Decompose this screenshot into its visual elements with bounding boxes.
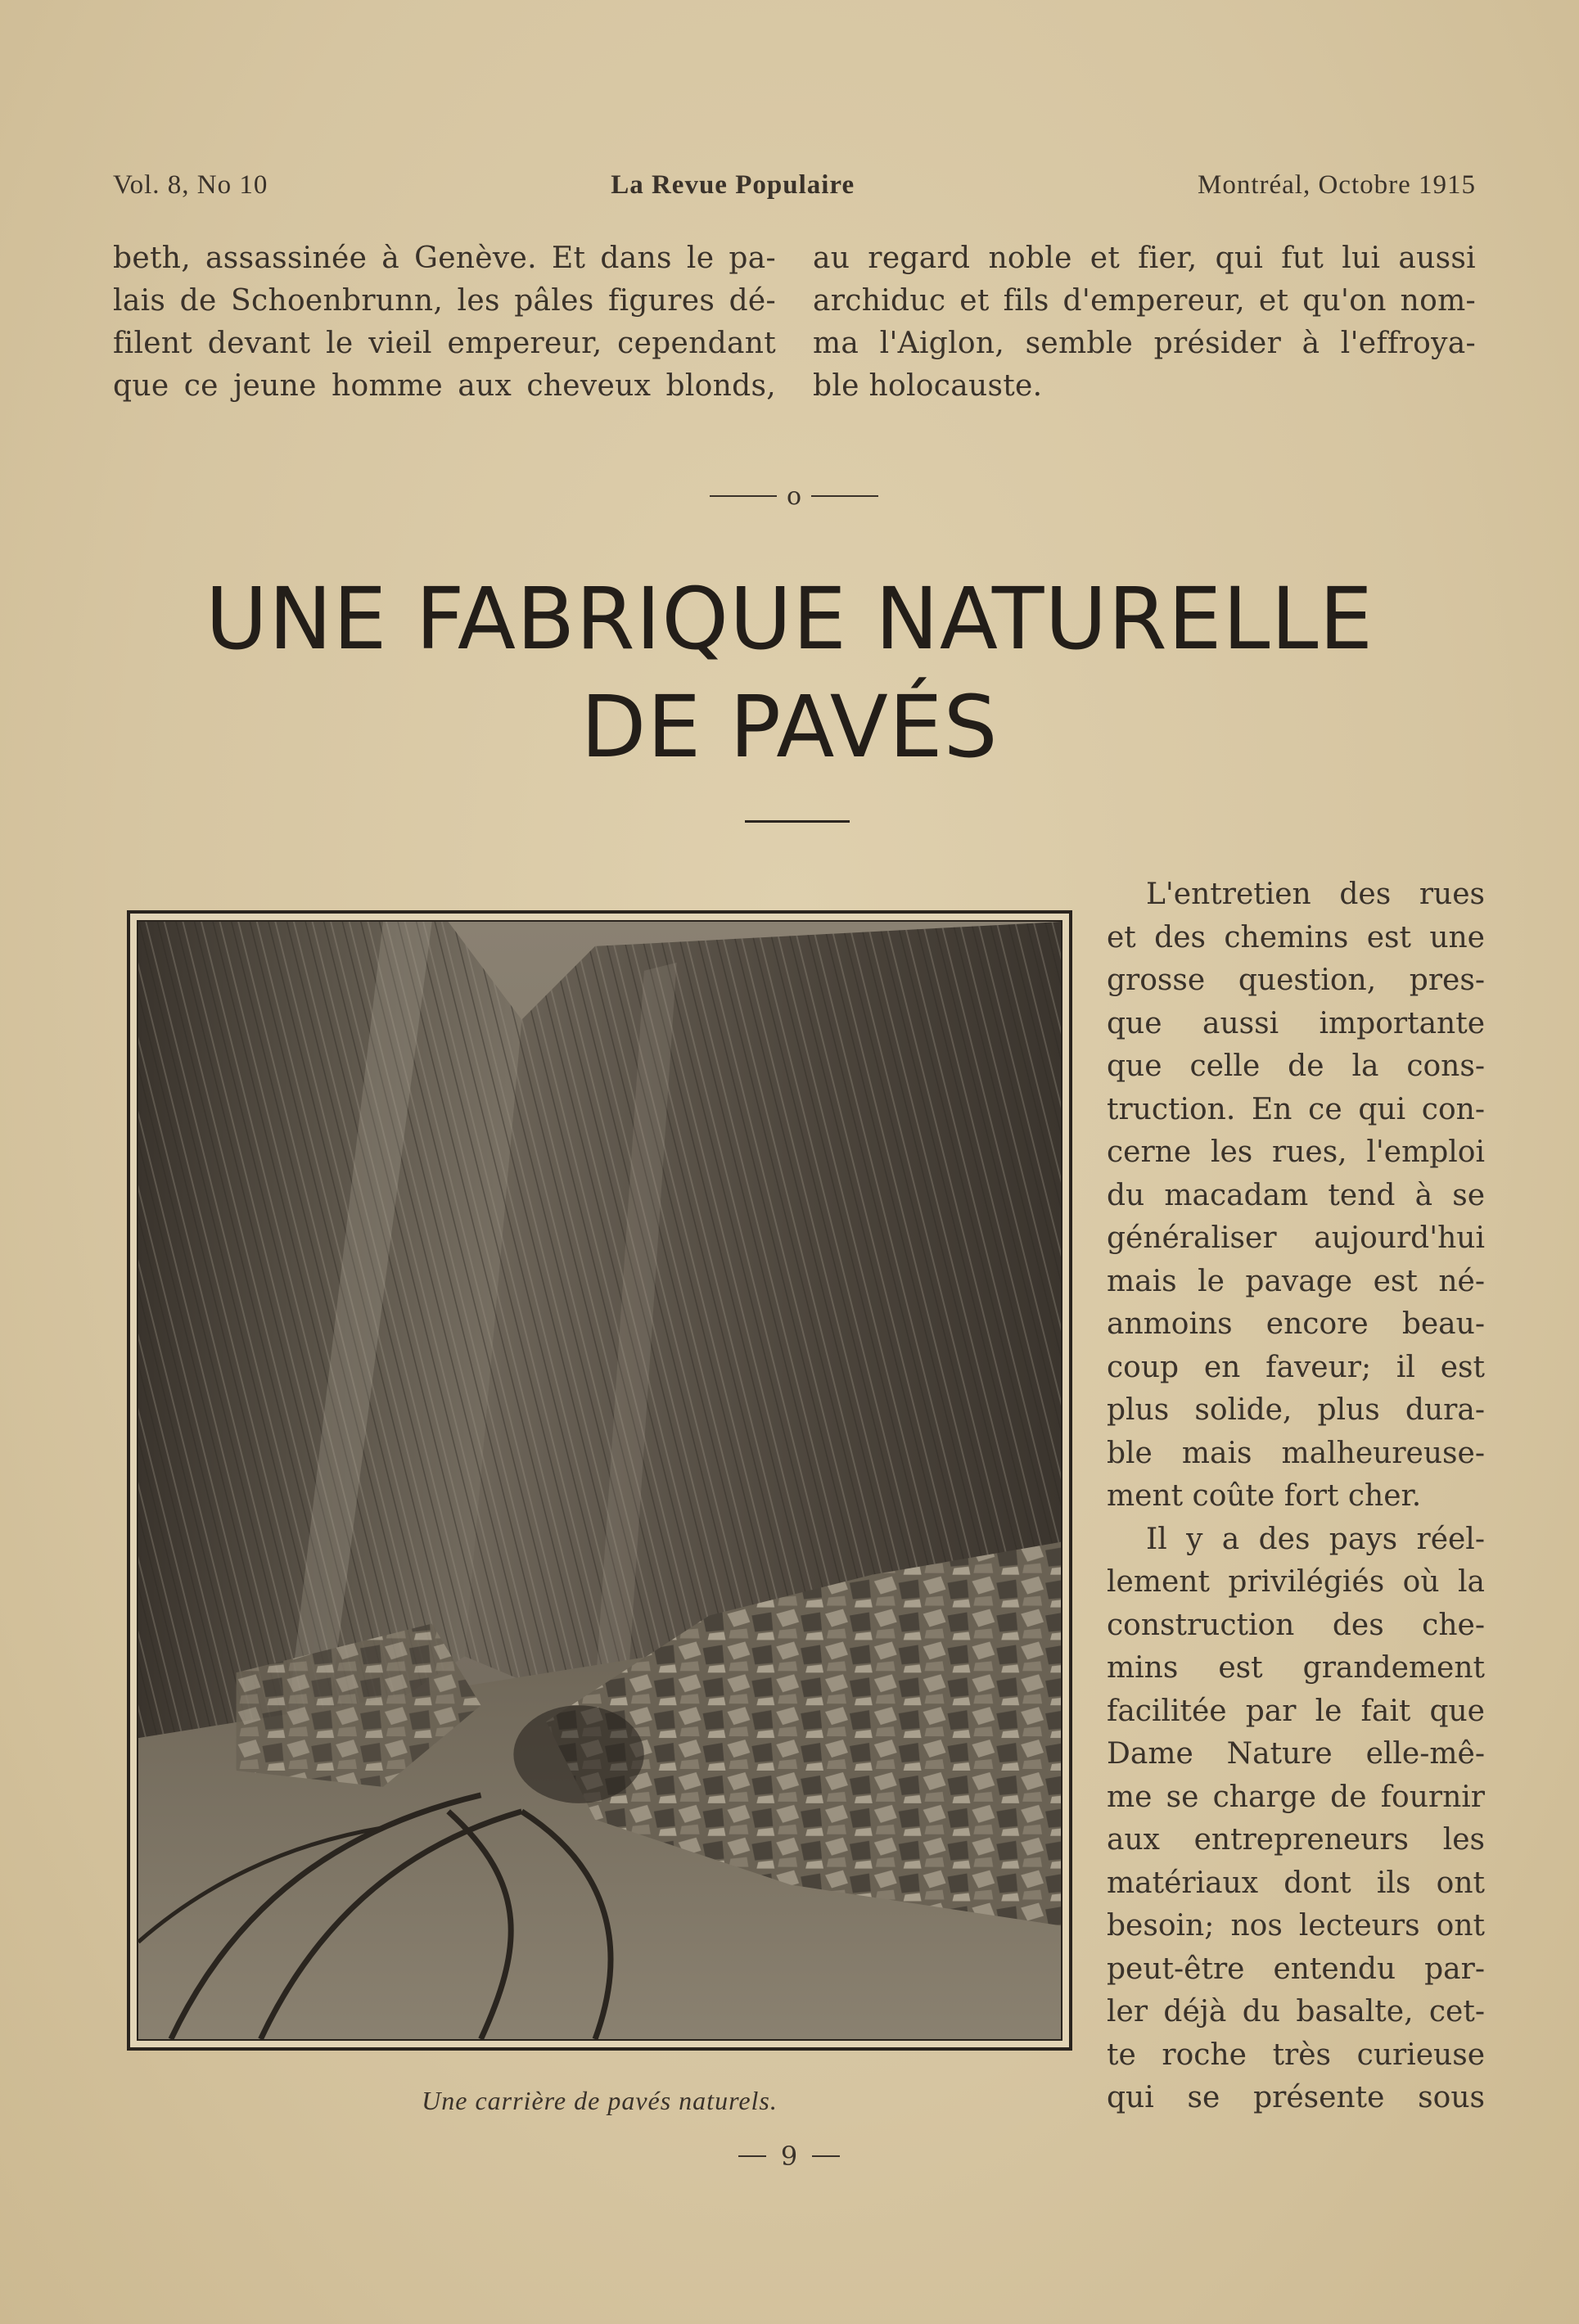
body-line: ment coûte fort cher. bbox=[1107, 1479, 1422, 1513]
body-line: matériaux dont ils ont bbox=[1107, 1866, 1485, 1900]
text-line: lais de Schoenbrunn, les pâles figures dé- bbox=[113, 284, 776, 318]
article-title bbox=[82, 565, 1497, 781]
body-line: Il y a des pays réel- bbox=[1146, 1522, 1485, 1556]
text-line: ble holocauste. bbox=[813, 369, 1043, 403]
body-line: qui se présente sous bbox=[1107, 2081, 1485, 2114]
text-line: au regard noble et fier, qui fut lui aussi bbox=[813, 241, 1476, 275]
page-number-value: 9 bbox=[780, 2141, 798, 2172]
body-line: coup en faveur; il est bbox=[1107, 1350, 1485, 1384]
body-line: ler déjà du basalte, cet- bbox=[1107, 1995, 1485, 2028]
figure-caption: Une carrière de pavés naturels. bbox=[422, 2086, 778, 2115]
body-line: aux entrepreneurs les bbox=[1107, 1823, 1485, 1857]
body-line: anmoins encore beau- bbox=[1107, 1307, 1485, 1341]
body-line: besoin; nos lecteurs ont bbox=[1107, 1909, 1485, 1943]
running-header bbox=[113, 170, 1476, 211]
place-date: Montréal, Octobre 1915 bbox=[1198, 170, 1476, 200]
page-number-dash-left bbox=[738, 2155, 766, 2157]
body-line: plus solide, plus dura- bbox=[1107, 1393, 1485, 1427]
body-line: que celle de la cons- bbox=[1107, 1049, 1485, 1083]
publication-name: La Revue Populaire bbox=[611, 170, 855, 200]
body-line: ble mais malheureuse- bbox=[1107, 1436, 1485, 1470]
body-line: grosse question, pres- bbox=[1107, 963, 1485, 997]
body-line: du macadam tend à se bbox=[1107, 1178, 1485, 1212]
page-number bbox=[707, 2138, 871, 2174]
body-line: L'entretien des rues bbox=[1146, 878, 1485, 911]
basalt-quarry-illustration bbox=[138, 922, 1061, 2039]
body-line: et des chemins est une bbox=[1107, 920, 1485, 954]
section-separator bbox=[704, 480, 884, 512]
body-line: peut-être entendu par- bbox=[1107, 1952, 1485, 1986]
body-line: mais le pavage est né- bbox=[1107, 1264, 1485, 1298]
body-line: que aussi importante bbox=[1107, 1006, 1485, 1040]
body-line: mins est grandement bbox=[1107, 1651, 1485, 1685]
previous-article-column-2 bbox=[813, 237, 1476, 408]
text-line: filent devant le vieil empereur, cependant bbox=[113, 327, 776, 360]
previous-article-ending bbox=[113, 237, 1476, 408]
text-line: archiduc et fils d'empereur, et qu'on nom- bbox=[813, 284, 1476, 318]
body-line: facilitée par le fait que bbox=[1107, 1694, 1485, 1728]
text-line: que ce jeune homme aux cheveux blonds, bbox=[113, 369, 776, 403]
article-title-line-2: DE PAVÉS bbox=[580, 677, 999, 777]
body-line: lement privilégiés où la bbox=[1107, 1565, 1485, 1599]
body-line: généraliser aujourd'hui bbox=[1107, 1221, 1485, 1255]
article-title-line-1: UNE FABRIQUE NATURELLE bbox=[205, 569, 1374, 669]
body-line: construction des che- bbox=[1107, 1608, 1485, 1642]
article-body-column bbox=[1107, 873, 1485, 2120]
body-line: Dame Nature elle-mê- bbox=[1107, 1737, 1485, 1771]
separator-ornament: o bbox=[786, 481, 802, 511]
previous-article-column-1 bbox=[113, 237, 776, 408]
quarry-photograph bbox=[127, 910, 1072, 2051]
title-underline-rule bbox=[745, 820, 850, 823]
text-line: beth, assassinée à Genève. Et dans le pa- bbox=[113, 241, 776, 275]
body-line: truction. En ce qui con- bbox=[1107, 1092, 1485, 1126]
page-number-dash-right bbox=[812, 2155, 840, 2157]
issue-info: Vol. 8, No 10 bbox=[113, 170, 268, 200]
photograph-image bbox=[137, 920, 1062, 2041]
body-line: me se charge de fournir bbox=[1107, 1780, 1485, 1814]
body-line: cerne les rues, l'emploi bbox=[1107, 1135, 1485, 1169]
separator-rule-right bbox=[811, 495, 878, 497]
body-line: te roche très curieuse bbox=[1107, 2037, 1485, 2072]
separator-rule-left bbox=[710, 495, 777, 497]
text-line: ma l'Aiglon, semble présider à l'effroya- bbox=[813, 327, 1476, 360]
